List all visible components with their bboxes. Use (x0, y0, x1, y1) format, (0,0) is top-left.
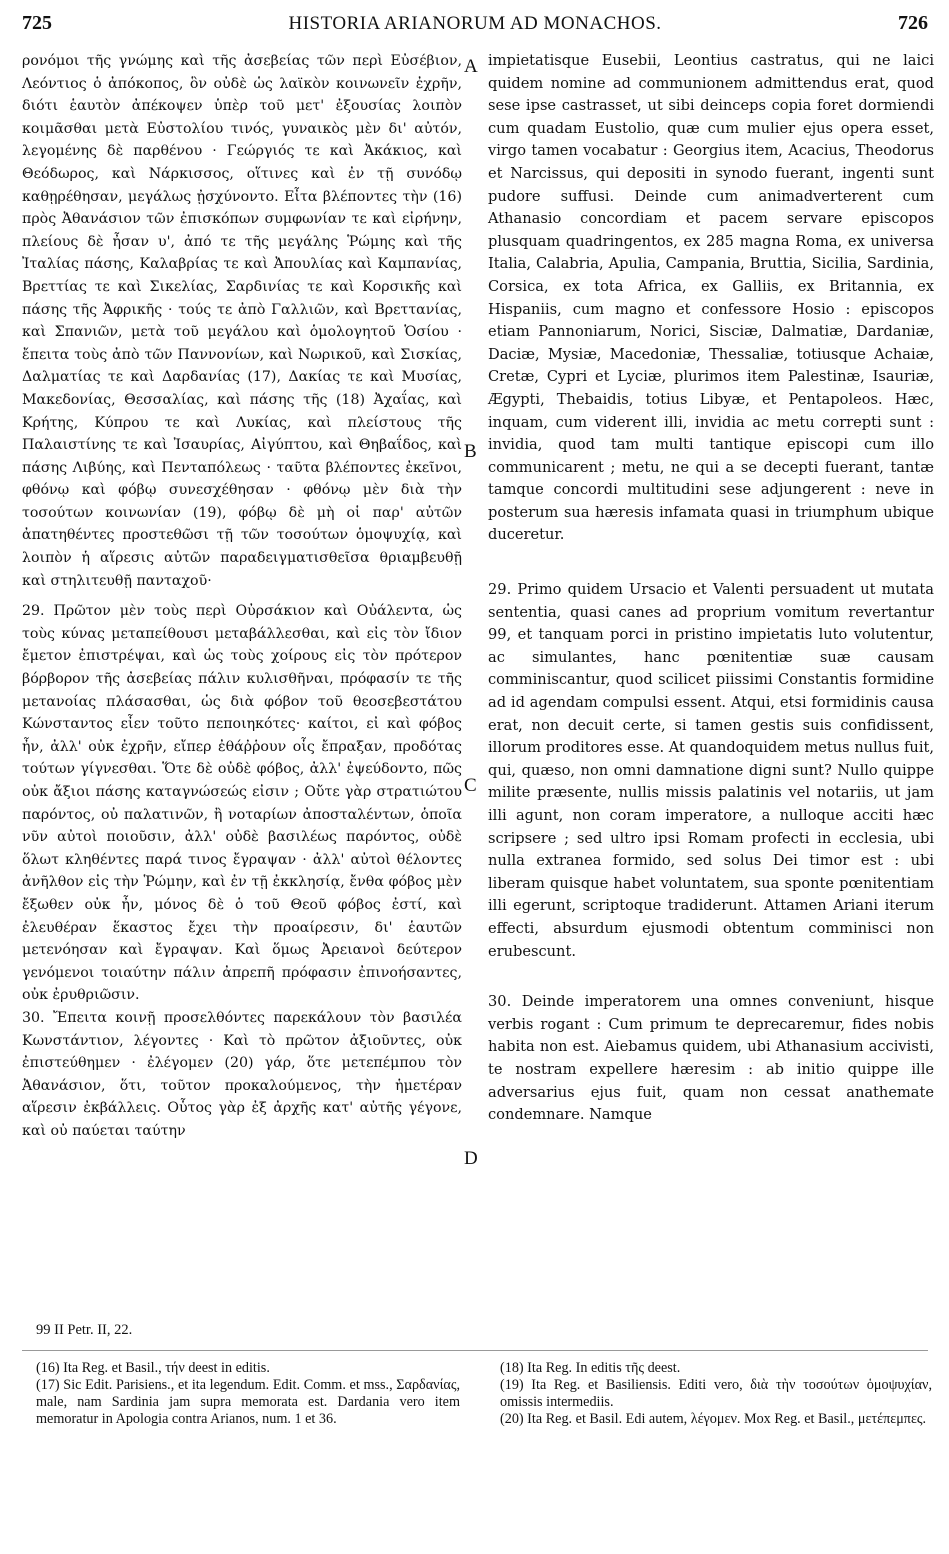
footnotes-left (36, 1360, 460, 1428)
page-number-left: 725 (22, 12, 52, 34)
latin-paragraph: 30. Deinde imperatorem una omnes conveniunt, hisque verbis rogant : Cum primum te deprecaremur, fides nobis habita non est. Aiebamus quidem, ubi Athanasium accivisti, te nostram expellere hæresim : ab initio quippe ille adversarius ejus fuit, quam non cessat anathemate condemnare. Namque (488, 993, 934, 1124)
greek-paragraph: 30. Ἔπειτα κοινῇ προσελθόντες παρεκάλουν τὸν βασιλέα Κωνστάντιον, λέγοντες · Καὶ τὸ πρῶτον ἀξιοῦντες, οὐκ ἐπιστεύθημεν · ἐλέγομεν (20) γάρ, ὅτε μετεπέμπου τὸν Ἀθανάσιον, ὅτι, τοῦτον προκαλούμενος, τὴν ἡμετέραν αἵρεσιν ἐκβάλλεις. Οὗτος γὰρ ἐξ ἀρχῆς κατ' αὐτῆς γέγονε, καὶ οὐ παύεται ταύτην (22, 1009, 462, 1139)
greek-paragraph: ρονόμοι τῆς γνώμης καὶ τῆς ἀσεβείας τῶν περὶ Εὐσέβιον, Λεόντιος ὁ ἀπόκοπος, ὃν οὐδὲ ὡς λαϊκὸν κοινωνεῖν ἐχρῆν, διότι ἑαυτὸν ἀπέκοψεν ὑπὲρ τοῦ μετ' ἐξουσίας λοιπὸν κοιμᾶσθαι μετὰ Εὐστολίου τινός, γυναικὸς μὲν δι' αὐτόν, λεγομένης δὲ παρθένου · Γεώργιός τε καὶ Ἀκάκιος, καὶ Θεόδωρος, καὶ Νάρκισσος, οἵτινες καὶ ἐν τῇ συνόδῳ καθῃρέθησαν, μεγάλως ᾐσχύνοντο. Εἶτα βλέποντες τὴν (16) πρὸς Ἀθανάσιον τῶν ἐπισκόπων συμφωνίαν τε καὶ εἰρήνην, πλείους δὲ ἦσαν υ', ἀπό τε τῆς μεγάλης Ῥώμης καὶ τῆς Ἰταλίας πάσης, Καλαβρίας τε καὶ Ἀπουλίας καὶ Καμπανίας, Βρεττίας τε καὶ Σικελίας, Σαρδινίας τε καὶ Κορσικῆς καὶ πάσης τῆς Ἀφρικῆς · τούς τε ἀπὸ Γαλλιῶν, καὶ Βρεττανίας, καὶ Σπανιῶν, μετὰ τοῦ μεγάλου καὶ ὁμολογητοῦ Ὁσίου · ἔπειτα τοὺς ἀπὸ τῶν Παννονίων, καὶ Νωρικοῦ, καὶ Σισκίας, Δαλματίας τε καὶ Δαρδανίας (17), Δακίας τε καὶ Μυσίας, Μακεδονίας, Θεσσαλίας, καὶ πάσης τῆς (18) Ἀχαΐας, καὶ Κρήτης, Κύπρου τε καὶ Λυκίας, καὶ πλείστους τῆς Παλαιστίνης τε καὶ Ἰσαυρίας, Αἰγύπτου, καὶ Θηβαΐδος, καὶ πάσης Λιβύης, καὶ Πενταπόλεως · ταῦτα βλέποντες ἐκεῖνοι, φθόνῳ καὶ φόβῳ συνεσχέθησαν · φθόνῳ μὲν διὰ τὴν τοσούτων κοινωνίαν (19), φόβῳ δὲ μὴ οἱ παρ' αὐτῶν ἀπατηθέντες προστεθῶσι τῇ τῶν τοσούτων ὁμοψυχίᾳ, καὶ λοιπὸν ἡ αἵρεσις αὐτῶν παραδειγματισθεῖσα θριαμβευθῇ καὶ στηλιτευθῇ πανταχοῦ· (22, 53, 462, 589)
latin-paragraph: 29. Primo quidem Ursacio et Valenti persuadent ut mutata sententia, quasi canes ad proprium vomitum revertantur 99, et tanquam porci in pristino impietatis luto volutentur, ac simulantes, hanc pœnitentiæ suæ causam comminiscantur, quod scilicet piissimi Constantis formidine ad id agendam compulsi essent. Atqui, etsi formidinis causa erat, non decuit certe, si tamen gestis suis confidissent, illorum proditores esse. At quandoquidem metus nullus fuit, qui, quæso, non omni damnatione digni sunt? Nullo quippe milite præsente, nullis missis palatinis vel notariis, ut jam illi agunt, non coram imperatore, a nulloque acciti hæc scripsere ; sed ultro ipsi Romam profecti in ecclesia, ubi nulla extranea formido, sed solus Dei timor est : ubi liberam quisque habet voluntatem, sua sponte pœnitentiam illi egerunt, scriptoque tradiderunt. Attamen Ariani iterum effecti, absurdum ejusmodi obtentum comminisci non erubescunt. (488, 581, 934, 960)
margin-marker-a: A (464, 56, 478, 77)
latin-column (488, 50, 934, 1344)
running-title: HISTORIA ARIANORUM AD MONACHOS. (288, 13, 662, 34)
footnote: (20) Ita Reg. et Basil. Edi autem, λέγομεν. Mox Reg. et Basil., μετέπεμπες. (500, 1411, 927, 1427)
margin-marker-d: D (464, 1148, 478, 1169)
bible-reference: 99 II Petr. II, 22. (36, 1322, 133, 1338)
greek-column (22, 50, 462, 1344)
footnote: (18) Ita Reg. In editis τῆς deest. (500, 1360, 681, 1376)
page-number-right: 726 (898, 12, 928, 34)
footnotes-right (500, 1360, 932, 1428)
page-header (22, 12, 928, 42)
footnote: (19) Ita Reg. et Basiliensis. Editi vero, διὰ τὴν τοσούτων ὁμοψυχίαν, omissis intermediis. (500, 1377, 932, 1410)
footnote-divider (22, 1350, 928, 1351)
greek-paragraph: 29. Πρῶτον μὲν τοὺς περὶ Οὐρσάκιον καὶ Οὐάλεντα, ὡς τοὺς κύνας μεταπείθουσι μεταβάλλεσθαι, καὶ εἰς τὸν ἴδιον ἔμετον ἐπιστρέψαι, καὶ ὡς τοὺς χοίρους εἰς τὸν πρότερον βόρβορον τῆς ἀσεβείας πάλιν κυλισθῆναι, πρόφασίν τε τῆς μετανοίας πλάσασθαι, ὡς διὰ φόβον τοῦ θεοσεβεστάτου Κώνσταντος εἶεν τοῦτο πεποιηκότες· καίτοι, εἰ καὶ φόβος ἦν, ἀλλ' οὐκ ἐχρῆν, εἴπερ ἐθάῤῥουν οἷς ἔπραξαν, προδότας τούτων γίγνεσθαι. Ὅτε δὲ οὐδὲ φόβος, ἀλλ' ἐψεύδοντο, πῶς οὐκ ἄξιοι πάσης καταγνώσεώς εἰσιν ; Οὔτε γὰρ στρατιώτου παρόντος, οὐ παλατινῶν, ἢ νοταρίων ἀποσταλέντων, ὁποῖα νῦν αὐτοὶ ποιοῦσιν, ἀλλ' οὐδὲ βασιλέως παρόντος, οὐδὲ ὅλωτ κληθέντες παρά τινος ἔγραψαν · ἀλλ' αὐτοὶ θέλοντες ἀνῆλθον εἰς τὴν Ῥώμην, καὶ ἐν τῇ ἐκκλησίᾳ, ἔνθα φόβος μὲν ἔξωθεν οὐκ ἦν, μόνος δὲ ὁ τοῦ Θεοῦ φόβος ἐστί, καὶ ἐλευθέραν ἕκαστος ἔχει τὴν προαίρεσιν, δι' ἑαυτῶν μετενόησαν καὶ ἔγραψαν. Καὶ ὅμως Ἀρειανοὶ δεύτερον γενόμενοι τοιαύτην πάλιν ἀπρεπῆ πρόφασιν ἐπινοήσαντες, οὐκ ἐρυθριῶσιν. (22, 603, 462, 1004)
margin-marker-c: C (464, 775, 477, 796)
margin-marker-b: B (464, 441, 477, 462)
footnote: (16) Ita Reg. et Basil., τήν deest in editis. (36, 1360, 270, 1376)
footnote: (17) Sic Edit. Parisiens., et ita legendum. Edit. Comm. et mss., Σαρδανίας, male, nam Sardinia jam supra memorata est. Dardania vero item memoratur in Apologia contra Arianos, num. 1 et 36. (36, 1377, 460, 1427)
latin-paragraph: impietatisque Eusebii, Leontius castratus, qui ne laici quidem nomine ad communionem admittendus erat, quod sese ipse castrasset, ut sibi deinceps copia foret dormiendi cum quadam Eustolio, quæ cum mulier ejus opera esset, virgo tamen vocabatur : Georgius item, Acacius, Theodorus et Narcissus, qui depositi in synodo fuerant, ingenti sunt pudore suffusi. Deinde cum animadverterent cum Athanasio concordiam et pacem servare episcopos plusquam quadringentos, ex 285 magna Roma, ex universa Italia, Calabria, Apulia, Campania, Bruttia, Sicilia, Sardinia, Corsica, ex tota Africa, ex Galliis, ex Britannia, ex Hispaniis, cum magno et confessore Hosio : episcopos etiam Pannoniarum, Norici, Sisciæ, Dalmatiæ, Dardaniæ, Daciæ, Mysiæ, Macedoniæ, Thessaliæ, totiusque Achaiæ, Cretæ, Cypri et Lyciæ, plurimos item Palestinæ, Isauriæ, Ægypti, Thebaidis, totius Libyæ, et Pentapoleos. Hæc, inquam, cum viderent illi, invidia ac metu correpti sunt : invidia, quod tam multi tantique episcopi cum illo communicarent ; metu, ne qui a se decepti fuerant, tantæ tamque concordi multitudini sese adjungerent : neve in posterum sua hæresis infamata quasi in triumphum ubique duceretur. (488, 52, 934, 544)
